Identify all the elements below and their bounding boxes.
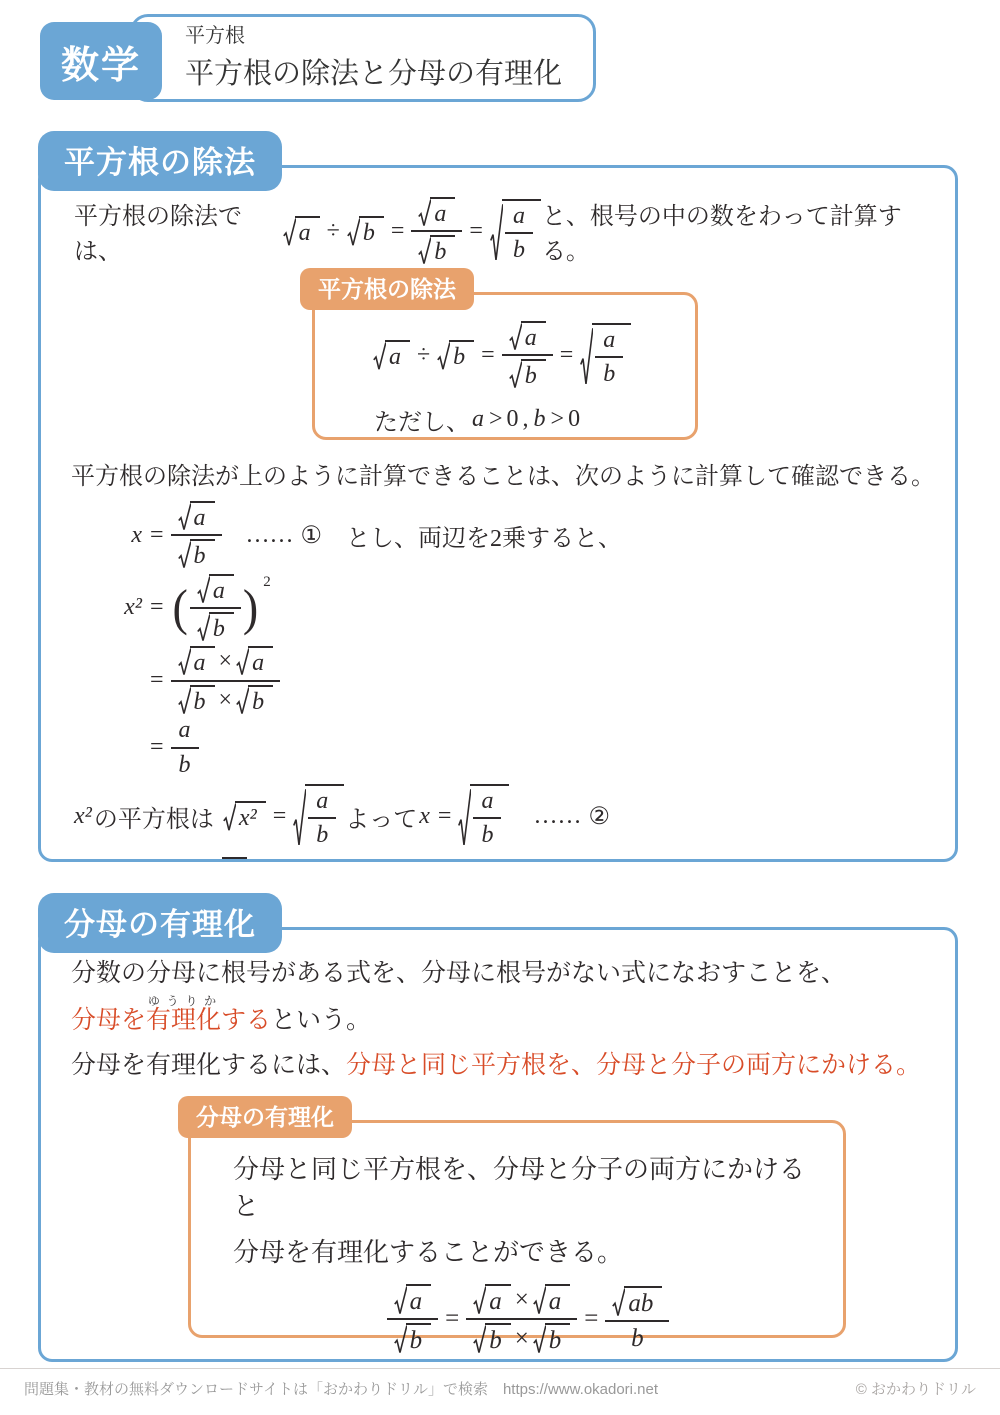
condition-text: ただし、: [374, 409, 470, 436]
radical-icon: [178, 685, 191, 715]
sqrt-a: [283, 216, 320, 247]
dots: ……: [533, 802, 582, 829]
var-b: b: [512, 237, 525, 263]
fraction-sqrta-sqrtb: [190, 574, 241, 643]
op-divide: ÷: [417, 341, 431, 368]
radical-icon: [418, 235, 431, 265]
sqrt-of-a-over-b: [293, 784, 344, 849]
radical-icon: [418, 197, 431, 227]
op-times: ×: [218, 686, 233, 713]
sqrt-b: [197, 612, 234, 642]
title-pill: [130, 14, 596, 102]
section-rationalize-box: [38, 927, 958, 1362]
rationalize-p3: [71, 1048, 935, 1084]
derivation-conclusion: [73, 857, 935, 862]
derivation-step-4: [107, 717, 935, 778]
sqrt-b: [236, 685, 273, 715]
var-b: b: [316, 822, 329, 849]
op-equals: =: [481, 341, 495, 368]
radical-icon: [178, 646, 191, 676]
var-a: a: [434, 200, 447, 227]
var-a: a: [212, 577, 225, 604]
rationalize-p3-head: 分母を有理化するには、: [71, 1051, 347, 1079]
var-b: b: [548, 1327, 562, 1355]
division-rule-box-body: [312, 292, 698, 440]
op-times: ×: [514, 1325, 529, 1353]
circled-1: ①: [300, 522, 323, 549]
sqrt-b: [347, 216, 384, 247]
rationalize-p3-red: 分母と同じ平方根を、分母と分子の両方にかける。: [346, 1051, 922, 1079]
numerator: [171, 717, 199, 748]
var-x: x: [419, 802, 430, 829]
paren-open: (: [172, 578, 188, 636]
op-equals: =: [150, 734, 164, 761]
division-rule-condition: [373, 402, 679, 437]
rationalize-p2: [71, 994, 935, 1039]
footer-copyright: © おかわりドリル: [855, 1381, 976, 1398]
op-equals: =: [584, 1305, 599, 1333]
lhs: [107, 594, 143, 621]
denominator: [411, 232, 462, 265]
radical-icon: [223, 801, 236, 832]
rationalize-term-ruby: [146, 994, 222, 1035]
var-a: a: [603, 327, 616, 353]
fraction-products: [466, 1284, 577, 1355]
radical-icon: [283, 216, 296, 247]
radical-icon: [490, 199, 503, 264]
rationalize-p2-tail: という。: [271, 1007, 372, 1035]
numerator: [387, 1284, 439, 1321]
var-a: a: [298, 219, 311, 246]
numerator: [466, 1284, 577, 1321]
numerator: [308, 788, 336, 819]
var-b: b: [178, 751, 191, 778]
dots: ……: [245, 521, 294, 548]
var-a: a: [481, 787, 494, 814]
radical-icon: [394, 1323, 407, 1355]
radical-icon: [236, 646, 249, 676]
derivation-step-3: [107, 646, 935, 715]
section-division: [38, 131, 958, 862]
sqrt-a: [178, 501, 215, 531]
op-equals: =: [390, 217, 405, 244]
var-a: a: [512, 202, 525, 229]
radical-icon: [533, 1284, 546, 1316]
numerator: [190, 574, 241, 609]
var-b: b: [524, 363, 537, 390]
var-b: b: [603, 361, 616, 388]
radical-icon: [473, 1323, 486, 1355]
sqrt-a: [197, 574, 234, 604]
var-a: a: [316, 787, 329, 814]
division-rule-formula: [373, 321, 679, 390]
radical-icon: [178, 501, 191, 531]
var-ab: ab: [628, 1289, 654, 1317]
denominator: [473, 819, 501, 848]
section-rationalize: [38, 893, 958, 1362]
var-b: b: [252, 688, 265, 715]
radical-icon: [373, 340, 386, 371]
sqrt-a: [394, 1284, 432, 1316]
numerator: [171, 646, 281, 681]
division-check-text: 平方根の除法が上のように計算できることは、次のように計算して確認できる。: [71, 464, 935, 490]
fraction-sqrta-sqrtb: [411, 197, 462, 266]
denominator: [466, 1320, 577, 1355]
var-x-squared: x²: [124, 594, 142, 621]
var-b: b: [631, 1325, 644, 1353]
sqrt-b: [394, 1323, 432, 1355]
section-rationalize-label: 分母の有理化: [38, 893, 282, 953]
unit-label: 平方根: [185, 25, 245, 47]
radical-icon: [612, 1286, 625, 1318]
fraction-sqrtab-over-b: [605, 1286, 669, 1353]
numerator: [473, 788, 501, 819]
num-zero: 0: [506, 405, 519, 432]
radical-icon: [473, 1284, 486, 1316]
radical-icon: [178, 539, 191, 569]
denominator: [387, 1320, 439, 1355]
rationalize-rule-box-label: 分母の有理化: [178, 1096, 352, 1138]
var-a: a: [524, 325, 537, 351]
rationalize-term-base: 有理化: [146, 1007, 222, 1035]
op-equals: =: [150, 521, 164, 548]
sqrt-a: [210, 857, 247, 862]
op-greater: >: [489, 405, 503, 432]
var-x: x: [131, 521, 142, 548]
radical-icon: [533, 1323, 546, 1355]
rationalize-formula: [233, 1284, 823, 1355]
op-times: ×: [218, 648, 233, 675]
sqrt-a: [418, 197, 455, 227]
fraction-a-over-b: [505, 203, 533, 264]
sqrt-a: [236, 646, 273, 676]
section-division-label: 平方根の除法: [38, 131, 282, 191]
numerator: [411, 197, 462, 232]
radical-icon: [509, 321, 522, 351]
var-a: [225, 861, 239, 862]
var-b: b: [453, 343, 466, 370]
exponent-2: 2: [263, 573, 271, 590]
denominator: [595, 358, 623, 387]
sqrt-of-a-over-b: [282, 859, 333, 862]
numerator: [203, 857, 254, 862]
division-rule-box: [300, 268, 698, 440]
radical-icon: [509, 359, 522, 389]
var-x-squared: x²: [238, 804, 257, 831]
intro-text-pre: 平方根の除法では、: [74, 204, 242, 265]
denominator: [190, 609, 241, 642]
var-a: a: [193, 650, 206, 677]
var-b: b: [212, 615, 225, 642]
sqrt-ab: [612, 1286, 662, 1318]
derivation-step-5: [73, 784, 935, 849]
sqrt-of-a-over-b: [490, 199, 541, 264]
var-a: a: [178, 717, 191, 744]
sqrt-b: [437, 340, 474, 371]
op-equals: =: [469, 217, 483, 244]
radical-icon: [282, 859, 295, 862]
sqrt-b: [533, 1323, 571, 1355]
fraction-sqrta-sqrtb: [171, 501, 222, 570]
var-b: b: [193, 543, 206, 570]
intro-text-post: と、根号の中の数をわって計算する。: [541, 204, 902, 265]
op-times: ×: [514, 1285, 529, 1313]
var-a: a: [389, 343, 401, 370]
sqrt-text: の平方根は: [93, 806, 214, 833]
subject-badge: 数学: [40, 22, 162, 100]
footer-site-text: 問題集・教材の無料ダウンロードサイトは「おかわりドリル」で検索 https://www.okadori.net: [24, 1381, 659, 1398]
section-division-box: [38, 165, 958, 862]
var-b: b: [533, 405, 546, 432]
step-1-text: とし、両辺を2乗すると、: [346, 525, 623, 552]
denominator: [171, 682, 281, 715]
rationalize-rule-box-body: [188, 1120, 846, 1355]
op-equals: =: [150, 594, 164, 621]
numerator: [171, 501, 222, 536]
rationalize-p1: 分数の分母に根号がある式を、分母に根号がない式になおすことを、: [71, 960, 847, 987]
fraction-a-over-b: [595, 327, 623, 388]
fraction-sqrta-sqrtb: [502, 321, 553, 390]
derivation-step-2: [107, 574, 935, 643]
radical-icon: [236, 685, 249, 715]
op-greater: >: [550, 405, 565, 432]
page-title: 平方根の除法と分母の有理化: [185, 58, 563, 90]
yotte-text: よって: [345, 806, 418, 833]
var-b: b: [362, 219, 375, 246]
sqrt-of-a-over-b: [458, 784, 509, 849]
sqrt-b: [473, 1323, 511, 1355]
denominator: [308, 819, 336, 848]
var-b: b: [481, 822, 494, 849]
var-a: a: [193, 504, 206, 531]
footer: [0, 1368, 1000, 1399]
var-b: b: [434, 239, 447, 265]
var-b: b: [489, 1327, 502, 1355]
sqrt-a: [373, 340, 410, 371]
sqrt-b: [178, 539, 215, 569]
var-b: b: [193, 688, 206, 715]
circled-2: ②: [588, 803, 610, 830]
fraction-sqrta-sqrtb: [203, 857, 254, 862]
rationalize-term-post: する: [221, 1007, 272, 1035]
numerator: [502, 321, 553, 356]
sqrt-of-a-over-b: [580, 323, 631, 388]
op-equals: =: [437, 802, 452, 829]
var-a: a: [548, 1287, 562, 1315]
op-equals: =: [272, 802, 287, 829]
denominator: [171, 749, 199, 778]
rationalize-rule-line2: 分母を有理化することができる。: [233, 1238, 624, 1268]
rationalize-term-pre: 分母を: [71, 1007, 147, 1035]
fraction-a-over-b: [171, 717, 199, 778]
header: [40, 14, 596, 102]
numerator: [605, 1286, 669, 1323]
furigana: ゆうりか: [146, 994, 222, 1009]
radical-icon: [347, 216, 360, 247]
numerator: [505, 203, 533, 234]
var-a: a: [472, 405, 484, 432]
num-zero: 0: [568, 405, 581, 432]
radical-icon: [210, 857, 223, 862]
denominator: [505, 234, 533, 263]
sqrt-x-squared: [223, 801, 266, 832]
denominator: [623, 1322, 652, 1353]
rationalize-rule-line1: 分母と同じ平方根を、分母と分子の両方にかけると: [233, 1154, 806, 1222]
sqrt-b: [418, 235, 455, 265]
op-equals: =: [445, 1305, 460, 1333]
sqrt-a: [509, 321, 546, 351]
sqrt-a: [533, 1284, 571, 1316]
sqrt-b: [178, 685, 215, 715]
division-rule-box-label: 平方根の除法: [300, 268, 474, 310]
op-divide: ÷: [326, 217, 340, 244]
var-b: b: [409, 1327, 423, 1355]
radical-icon: [197, 612, 210, 642]
fraction-sqrta-sqrtb: [387, 1284, 439, 1355]
denominator: [502, 356, 553, 389]
op-equals: =: [559, 341, 574, 368]
rationalize-rule-box: [178, 1096, 846, 1355]
division-intro: [73, 196, 935, 266]
var-a: a: [252, 650, 265, 677]
radical-icon: [293, 784, 306, 849]
var-x-squared: x²: [74, 802, 92, 829]
fraction-products: [171, 646, 281, 715]
var-a: a: [489, 1287, 502, 1315]
denominator: [171, 536, 222, 569]
radical-icon: [580, 323, 593, 388]
radical-icon: [458, 784, 471, 849]
paren-close: ): [242, 578, 259, 636]
radical-icon: [197, 574, 210, 604]
numerator: [595, 327, 623, 358]
sqrt-a: [178, 646, 215, 676]
lhs: [107, 522, 143, 549]
derivation-step-1: [107, 501, 935, 570]
fraction-a-over-b: [308, 788, 336, 849]
radical-icon: [394, 1284, 407, 1316]
var-a: a: [409, 1287, 423, 1315]
op-equals: =: [150, 667, 164, 694]
radical-icon: [437, 340, 450, 371]
sqrt-b: [509, 359, 546, 389]
fraction-a-over-b: [473, 788, 501, 849]
op-comma: ,: [522, 405, 529, 432]
sqrt-a: [473, 1284, 511, 1316]
